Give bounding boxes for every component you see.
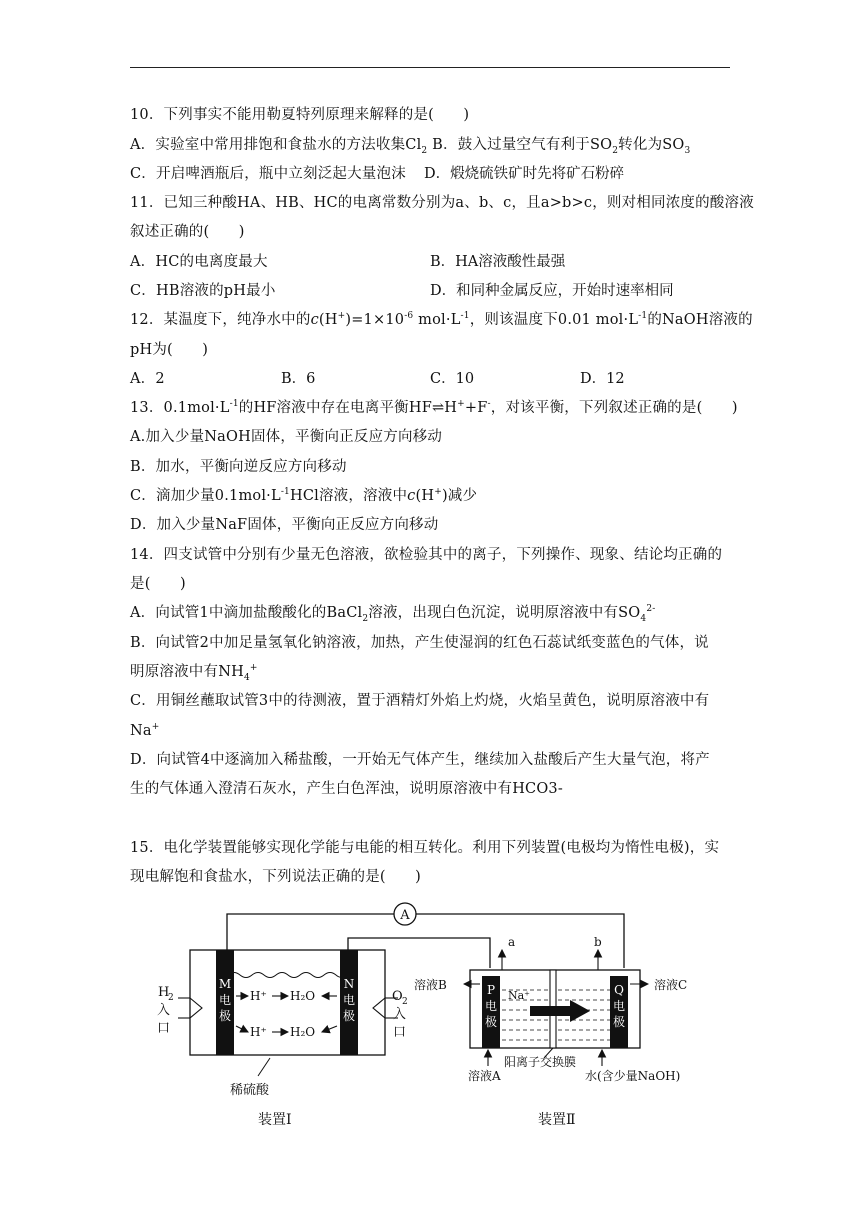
- electrochemistry-diagram: [130, 898, 730, 1138]
- q11-option-b: B．HA溶液酸性最强: [430, 254, 566, 270]
- q12-option-c: C．10: [430, 371, 475, 387]
- external-circuit-wire: [227, 914, 624, 968]
- svg-text:H₂O: H₂O: [290, 989, 316, 1003]
- svg-text:b: b: [594, 935, 602, 949]
- q14-option-b-2: 明原溶液中有$NH_4^+$: [130, 663, 258, 683]
- ammeter: [394, 903, 416, 925]
- q10-option-c: C．开启啤酒瓶后，瓶中立刻泛起大量泡沫: [130, 166, 406, 182]
- q12-option-b: B．6: [281, 371, 316, 387]
- q13-option-d: D．加入少量NaF固体，平衡向正反应方向移动: [130, 517, 439, 533]
- q15-stem-1: 15．电化学装置能够实现化学能与电能的相互转化。利用下列装置(电极均为惰性电极)，实: [130, 840, 720, 856]
- h2-inlet: [157, 985, 202, 1036]
- svg-text:口: 口: [393, 1025, 407, 1040]
- svg-text:电: 电: [218, 993, 232, 1007]
- svg-text:极: 极: [484, 1015, 498, 1029]
- q14-option-b-1: B．向试管2中加足量氢氧化钠溶液，加热，产生使湿润的红色石蕊试纸变蓝色的气体，说: [130, 635, 709, 651]
- q14-option-d-1: D．向试管4中逐滴加入稀盐酸，一开始无气体产生，继续加入盐酸后产生大量气泡，将产: [130, 752, 710, 768]
- svg-text:装置Ⅰ: 装置Ⅰ: [258, 1112, 292, 1128]
- svg-text:电: 电: [342, 993, 356, 1007]
- svg-text:电: 电: [484, 999, 498, 1013]
- svg-text:A: A: [400, 908, 410, 923]
- svg-text:入: 入: [393, 1007, 407, 1022]
- q14-option-a: A．向试管1中滴加盐酸酸化的BaCl$_2$溶液，出现白色沉淀，说明原溶液中有$SO_4^{2-}$: [130, 604, 656, 624]
- o2-inlet: [373, 989, 408, 1040]
- svg-text:入: 入: [157, 1003, 171, 1018]
- q13-option-b: B．加水，平衡向逆反应方向移动: [130, 459, 347, 475]
- q12-stem-1: 12．某温度下，纯净水中的$c(H^+)=1\times 10^{-6}$ $mol\cdot L^{-1}$，则该温度下0.01 $mol\cdot L^{-1}$的NaOH溶液的: [130, 311, 753, 328]
- q12-stem-2: pH为( ): [130, 342, 209, 358]
- svg-text:O: O: [392, 989, 403, 1004]
- q14-option-d-2: 生的气体通入澄清石灰水，产生白色浑浊，说明原溶液中有HCO3-: [130, 781, 563, 797]
- svg-text:Na⁺: Na⁺: [508, 989, 530, 1002]
- svg-text:口: 口: [157, 1021, 171, 1036]
- svg-text:溶液B: 溶液B: [414, 978, 447, 992]
- device-2-electrolyzer: [414, 935, 687, 1128]
- svg-text:M: M: [218, 977, 232, 991]
- svg-text:H⁺: H⁺: [250, 1025, 267, 1039]
- svg-text:电: 电: [612, 999, 626, 1013]
- svg-text:极: 极: [612, 1015, 626, 1029]
- q15-stem-2: 现电解饱和食盐水，下列说法正确的是( ): [130, 869, 422, 885]
- svg-text:极: 极: [218, 1009, 232, 1023]
- q10-stem: 10．下列事实不能用勒夏特列原理来解释的是( ): [130, 107, 470, 123]
- svg-text:极: 极: [342, 1009, 356, 1023]
- q13-option-a: A.加入少量NaOH固体，平衡向正反应方向移动: [130, 429, 443, 445]
- q12-option-d: D．12: [580, 371, 625, 387]
- q14-option-c-1: C．用铜丝蘸取试管3中的待测液，置于酒精灯外焰上灼烧，火焰呈黄色，说明原溶液中有: [130, 693, 710, 709]
- q10-option-d: D．煅烧硫铁矿时先将矿石粉碎: [424, 166, 625, 182]
- q11-option-a: A．HC的电离度最大: [130, 254, 268, 270]
- svg-text:a: a: [508, 935, 516, 949]
- svg-text:N: N: [343, 977, 355, 991]
- svg-text:阳离子交换膜: 阳离子交换膜: [504, 1055, 577, 1069]
- svg-text:溶液C: 溶液C: [654, 978, 688, 992]
- q11-stem-1: 11．已知三种酸HA、HB、HC的电离常数分别为a、b、c，且a>b>c，则对相同浓度的酸溶液: [130, 195, 754, 211]
- svg-text:溶液A: 溶液A: [468, 1069, 501, 1083]
- q12-option-a: A．2: [130, 371, 165, 387]
- q14-option-c-2: Na+: [130, 722, 160, 739]
- q14-stem-1: 14．四支试管中分别有少量无色溶液，欲检验其中的离子，下列操作、现象、结论均正确的: [130, 547, 723, 563]
- svg-text:Q: Q: [614, 983, 624, 997]
- svg-text:H₂O: H₂O: [290, 1025, 316, 1039]
- na-migration-arrow: [530, 1000, 590, 1022]
- svg-text:水(含少量NaOH): 水(含少量NaOH): [585, 1069, 681, 1083]
- svg-text:2: 2: [168, 993, 174, 1003]
- q10-options-ab: A．实验室中常用排饱和食盐水的方法收集$Cl_2$ B．鼓入过量空气有利于$SO_2$转化为$SO_3$: [130, 137, 691, 156]
- svg-text:H⁺: H⁺: [250, 989, 267, 1003]
- svg-text:装置Ⅱ: 装置Ⅱ: [538, 1112, 576, 1128]
- svg-text:H: H: [158, 985, 170, 1000]
- q14-stem-2: 是( ): [130, 576, 186, 592]
- q13-stem: 13．$0.1mol\cdot L^{-1}$的HF溶液中存在电离平衡HF⇌H++F-，对该平衡，下列叙述正确的是( ): [130, 399, 738, 416]
- svg-text:稀硫酸: 稀硫酸: [230, 1083, 270, 1098]
- svg-text:P: P: [486, 983, 496, 997]
- device-1-fuel-cell: [190, 950, 385, 1128]
- q11-stem-2: 叙述正确的( ): [130, 224, 245, 240]
- q11-option-c: C．HB溶液的pH最小: [130, 283, 276, 299]
- header-rule: [130, 67, 730, 68]
- q11-option-d: D．和同种金属反应，开始时速率相同: [430, 283, 674, 299]
- q13-option-c: C．滴加少量$0.1mol\cdot L^{-1}HCl$溶液，溶液中c(H+)减少: [130, 487, 478, 504]
- svg-text:2: 2: [402, 997, 408, 1007]
